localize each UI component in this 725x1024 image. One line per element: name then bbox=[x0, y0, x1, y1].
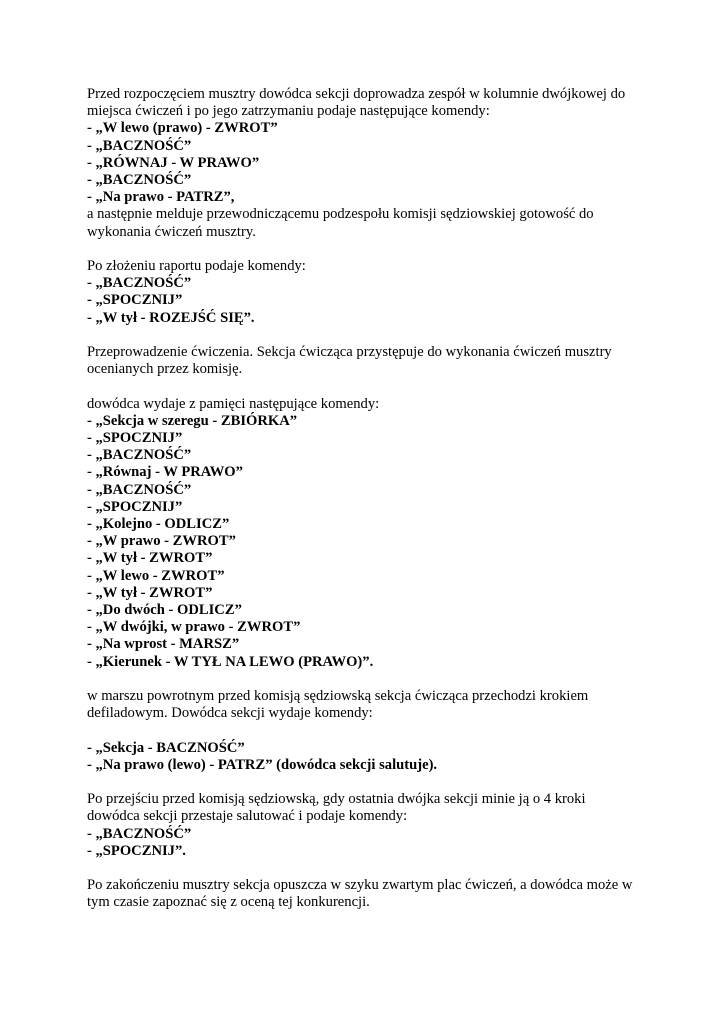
text-line: Po przejściu przed komisją sędziowską, gdy ostatnia dwójka sekcji minie ją o 4 kroki bbox=[87, 791, 586, 808]
command-line: - „Na wprost - MARSZ” bbox=[87, 636, 240, 653]
command-line: - „Równaj - W PRAWO” bbox=[87, 464, 243, 481]
command-line: - „Na prawo - PATRZ”, bbox=[87, 189, 235, 206]
command-line: - „BACZNOŚĆ” bbox=[87, 275, 192, 292]
command-line: - „BACZNOŚĆ” bbox=[87, 447, 192, 464]
command-line: - „SPOCZNIJ” bbox=[87, 292, 183, 309]
command-line: - „Na prawo (lewo) - PATRZ” (dowódca sekcji salutuje). bbox=[87, 756, 438, 773]
paragraph-salute-commands bbox=[87, 740, 647, 774]
paragraph-spacer bbox=[87, 722, 647, 739]
text-line: wykonania ćwiczeń musztry. bbox=[87, 223, 256, 240]
paragraph-spacer bbox=[87, 671, 647, 688]
text-line: Po złożeniu raportu podaje komendy: bbox=[87, 258, 306, 275]
paragraph-commands-from-memory bbox=[87, 396, 647, 671]
command-line: - „Do dwóch - ODLICZ” bbox=[87, 602, 242, 619]
command-line: - „BACZNOŚĆ” bbox=[87, 481, 192, 498]
command-line: - „RÓWNAJ - W PRAWO” bbox=[87, 154, 260, 171]
command-line: - „W lewo (prawo) - ZWROT” bbox=[87, 120, 278, 137]
command-line: - „W tył - ZWROT” bbox=[87, 550, 213, 567]
paragraph-after-report bbox=[87, 258, 647, 327]
command-line: - „SPOCZNIJ”. bbox=[87, 842, 186, 859]
document-page bbox=[87, 86, 647, 912]
paragraph-return-march bbox=[87, 688, 647, 722]
paragraph-spacer bbox=[87, 774, 647, 791]
text-line: dowódca wydaje z pamięci następujące komendy: bbox=[87, 395, 380, 412]
text-line: defiladowym. Dowódca sekcji wydaje komendy: bbox=[87, 705, 373, 722]
command-line: - „Sekcja - BACZNOŚĆ” bbox=[87, 739, 245, 756]
paragraph-exercise bbox=[87, 344, 647, 378]
paragraph-intro bbox=[87, 86, 647, 241]
command-line: - „BACZNOŚĆ” bbox=[87, 137, 192, 154]
text-line: w marszu powrotnym przed komisją sędziowską sekcja ćwicząca przechodzi krokiem bbox=[87, 688, 589, 705]
command-line: - „SPOCZNIJ” bbox=[87, 498, 183, 515]
command-line: - „W lewo - ZWROT” bbox=[87, 567, 225, 584]
command-line: - „W prawo - ZWROT” bbox=[87, 533, 236, 550]
text-line: ocenianych przez komisję. bbox=[87, 361, 243, 378]
command-line: - „Kolejno - ODLICZ” bbox=[87, 516, 230, 533]
command-line: - „W tył - ZWROT” bbox=[87, 584, 213, 601]
text-line: dowódca sekcji przestaje salutować i podaje komendy: bbox=[87, 808, 408, 825]
command-line: - „W dwójki, w prawo - ZWROT” bbox=[87, 619, 301, 636]
paragraph-spacer bbox=[87, 241, 647, 258]
command-line: - „W tył - ROZEJŚĆ SIĘ”. bbox=[87, 309, 255, 326]
command-line: - „Kierunek - W TYŁ NA LEWO (PRAWO)”. bbox=[87, 653, 374, 670]
text-line: tym czasie zapoznać się z oceną tej konkurencji. bbox=[87, 894, 370, 911]
paragraph-after-passing bbox=[87, 791, 647, 860]
command-line: - „BACZNOŚĆ” bbox=[87, 825, 192, 842]
command-line: - „BACZNOŚĆ” bbox=[87, 172, 192, 189]
paragraph-spacer bbox=[87, 327, 647, 344]
text-line: miejsca ćwiczeń i po jego zatrzymaniu podaje następujące komendy: bbox=[87, 103, 490, 120]
text-line: Przeprowadzenie ćwiczenia. Sekcja ćwicząca przystępuje do wykonania ćwiczeń musztry bbox=[87, 344, 612, 361]
paragraph-spacer bbox=[87, 860, 647, 877]
paragraph-conclusion bbox=[87, 877, 647, 911]
paragraph-spacer bbox=[87, 378, 647, 395]
command-line: - „SPOCZNIJ” bbox=[87, 430, 183, 447]
text-line: a następnie melduje przewodniczącemu podzespołu komisji sędziowskiej gotowość do bbox=[87, 206, 594, 223]
command-line: - „Sekcja w szeregu - ZBIÓRKA” bbox=[87, 412, 298, 429]
text-line: Przed rozpoczęciem musztry dowódca sekcji doprowadza zespół w kolumnie dwójkowej do bbox=[87, 86, 626, 102]
text-line: Po zakończeniu musztry sekcja opuszcza w szyku zwartym plac ćwiczeń, a dowódca może w bbox=[87, 877, 633, 894]
